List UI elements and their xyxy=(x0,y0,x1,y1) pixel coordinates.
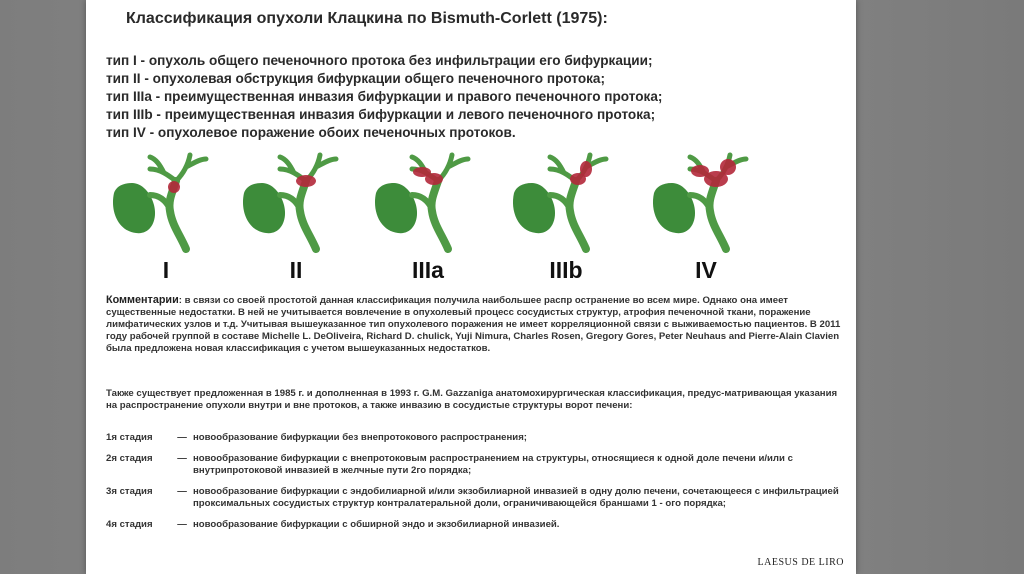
stage-name: 4я стадия xyxy=(106,519,153,530)
stage-text: новообразование бифуркации с внепротоковым распространением на структуры, относящиеся к одной доле печени и/или с внутрипротоковой инвазией в желчные пути 2го порядка; xyxy=(193,453,793,476)
tumor-area xyxy=(580,161,592,177)
comments-text: : в связи со своей простотой данная классификация получила наибольшее распр остранение во всем мире. Однако она имеет существенные недостатки. В ней не учитывается вовлечение в опухолевый процесс сосудистых структур, атрофия печеночной ткани, поражение лимфатических узлов и т.д. Учитывая вышеуказанное тип опухолевого поражения не имеет корреляционной связи с выживаемостью пациентов. В 2011 году рабочей группой в составе Michelle L. DeOliveira, Richard D. chulick, Yuji Nimura, Charles Rosen, Gregory Gores, Peter Neuhaus and Pierre-Alain Clavien была предложена новая классификация с учетом вышеуказанных недостатков. xyxy=(106,295,841,354)
stage-dash: — xyxy=(177,453,187,464)
tumor-area xyxy=(296,175,316,187)
diagram-label: IIIa xyxy=(412,257,444,283)
stage-dash: — xyxy=(177,486,187,497)
type-line: тип I - опухоль общего печеночного протока без инфильтрации его бифуркации; xyxy=(106,53,653,68)
common-bile-duct xyxy=(569,181,586,249)
stage-item xyxy=(106,486,846,510)
gallbladder xyxy=(113,183,155,233)
gallbladder xyxy=(653,183,695,233)
diagram-type-3a xyxy=(368,145,488,285)
type-line: тип IV - опухолевое поражение обоих печеночных протоков. xyxy=(106,125,516,140)
diagram-type-4 xyxy=(646,145,766,285)
left-hepatic-duct xyxy=(176,155,206,181)
gazzaniga-paragraph: Также существует предложенная в 1985 г. и дополненная в 1993 г. G.M. Gazzaniga анатомохирургическая классификация, предус-матривающая указания на распространение опухоли внутри и вне протоков, а также инвазию в сосудистые структуры ворот печени: xyxy=(106,388,838,411)
bile-duct-diagrams xyxy=(106,145,826,285)
slide xyxy=(86,0,856,574)
type-line: тип IIIb - преимущественная инвазия бифуркации и левого печеночного протока; xyxy=(106,107,656,122)
tumor-area xyxy=(168,181,180,193)
page-title: Классификация опухоли Клацкина по Bismuth-Corlett (1975): xyxy=(126,10,608,27)
diagram-label: IIIb xyxy=(549,257,583,283)
stage-text: новообразование бифуркации без внепротокового распространения; xyxy=(193,432,527,443)
type-line: тип IIIa - преимущественная инвазия бифуркации и правого печеночного протока; xyxy=(106,89,663,104)
bile-duct-illustration xyxy=(368,145,488,257)
diagram-label: II xyxy=(289,257,303,283)
tumor-area xyxy=(691,165,709,177)
stage-dash: — xyxy=(177,519,187,530)
stage-item xyxy=(106,432,846,444)
diagram-type-2 xyxy=(236,145,356,285)
diagram-label: I xyxy=(162,257,170,283)
bile-duct-illustration xyxy=(236,145,356,257)
stage-text: новообразование бифуркации с эндобилиарной и/или экзобилиарной инвазией в одну долю печени, сочетающееся с инфильтрацией проксимальных сосудистых структур контралатеральной доли, ограничивающейся браншами 1 - ого порядка; xyxy=(193,486,839,509)
common-bile-duct xyxy=(709,181,726,249)
right-hepatic-duct xyxy=(150,157,176,181)
stage-text: новообразование бифуркации с обширной эндо и экзобилиарной инвазией. xyxy=(193,519,560,530)
bile-duct-illustration xyxy=(506,145,626,257)
gallbladder xyxy=(375,183,417,233)
gallbladder xyxy=(513,183,555,233)
common-bile-duct xyxy=(431,181,448,249)
stage-item xyxy=(106,519,846,531)
types-list xyxy=(106,52,846,142)
gallbladder xyxy=(243,183,285,233)
stage-dash: — xyxy=(177,432,187,443)
stage-name: 2я стадия xyxy=(106,453,153,464)
tumor-area xyxy=(413,167,431,177)
diagram-type-3b xyxy=(506,145,626,285)
comments-paragraph xyxy=(106,294,846,355)
stage-item xyxy=(106,453,846,477)
tumor-area xyxy=(720,159,736,175)
comments-lead: Комментарии xyxy=(106,294,179,306)
type-line: тип II - опухолевая обструкция бифуркации общего печеночного протока; xyxy=(106,71,606,86)
stage-name: 1я стадия xyxy=(106,432,153,443)
bile-duct-illustration xyxy=(646,145,766,257)
common-bile-duct xyxy=(299,181,316,249)
stage-name: 3я стадия xyxy=(106,486,153,497)
diagram-label: IV xyxy=(695,257,717,283)
footer-watermark: LAESUS DE LIRO xyxy=(757,557,844,568)
bile-duct-illustration xyxy=(106,145,226,257)
diagram-type-1 xyxy=(106,145,226,285)
